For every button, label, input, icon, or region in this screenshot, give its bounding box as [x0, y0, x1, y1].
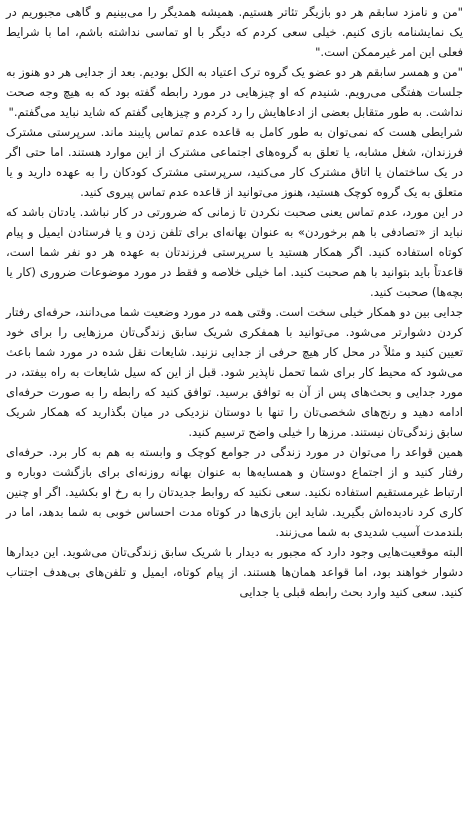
paragraph-coworker-breakup: جدایی بین دو همکار خیلی سخت است. وقتی همه در مورد وضعیت شما می‌دانند، حرفه‌ای رفتار کردن دشوارتر می‌شود. می‌توانید با همفکری شریک سابق زندگی‌تان مرزهایی را برای خود تعیین کنید و مثلاً در محل کار هیچ حرفی از جدایی نزنید. شایعات نقل شده در مورد شما باعث می‌شود که محیط کار برای شما تحمل ناپذیر شود. قبل از این که سیل شایعات به راه بیفتد، در مورد جدایی و بحث‌های پس از آن به توافق برسید. توافق کنید که رابطه را به صورت حرفه‌ای ادامه دهید و رنج‌های شخصی‌تان را تنها با دوستان نزدیکی در میان بگذارید که همکار شریک سابق زندگی‌تان نیستند. مرزها را خیلی واضح ترسیم کنید. [6, 305, 463, 439]
paragraph-necessary-contact: در این مورد، عدم تماس یعنی صحبت نکردن تا زمانی که ضرورتی در کار نباشد. یادتان باشد که نباید از «تصادفی با هم برخوردن» به عنوان بهانه‌ای برای تلفن زدن و یا فرستادن ایمیل و پیام کوتاه استفاده کنید. اگر همکار هستید یا سرپرستی فرزندتان به عهده هر دو نفر شما است، قاعدتاً باید بتوانید با هم صحبت کنید. اما خیلی خلاصه و فقط در مورد موضوعات ضروری (کار یا بچه‌ها) صحبت کنید. [6, 205, 463, 299]
quote-paragraph-theater: "من و نامزد سابقم هر دو بازیگر تئاتر هستیم. همیشه همدیگر را می‌بینیم و گاهی مجبوریم در یک نمایشنامه بازی کنیم. خیلی سعی کردم که دیگر با او تماسی نداشته باشم، اما با شرایط فعلی این امر غیرممکن است." [6, 5, 463, 59]
paragraph-small-communities: همین قواعد را می‌توان در مورد زندگی در جوامع کوچک و وابسته به هم به کار برد. حرفه‌ای رفتار کنید و از اجتماع دوستان و همسایه‌ها به عنوان بهانه روزنه‌ای برای بازگشت دوباره و ارتباط غیرمستقیم استفاده نکنید. سعی نکنید که روابط جدیدتان را به رخ او بکشید. اگر او چنین کاری کرد نادیده‌اش بگیرید. شاید این بازی‌ها در کوتاه مدت احساس خوبی به شما بدهد، اما در بلندمدت آسیب شدیدی به شما می‌زنند. [6, 445, 463, 539]
paragraph-unavoidable-meetings: البته موقعیت‌هایی وجود دارد که مجبور به دیدار با شریک سابق زندگی‌تان می‌شوید. این دیدارها دشوار خواهند بود، اما قواعد همان‌ها هستند. از پیام کوتاه، ایمیل و تلفن‌های بی‌هدف اجتناب کنید. سعی کنید وارد بحث رابطه قبلی یا جدایی [6, 545, 463, 599]
paragraph-no-contact-exceptions: شرایطی هست که نمی‌توان به طور کامل به قاعده عدم تماس پایبند ماند. سرپرستی مشترک فرزندان، شغل مشابه، یا تعلق به گروه‌های اجتماعی مشترک از این موارد هستند. اما حتی اگر در یک ساختمان یا اتاق مشترک کار می‌کنید، سرپرستی مشترک کودکان را به عهده دارید و یا متعلق به یک گروه کوچک هستید، هنوز می‌توانید از قاعده عدم تماس پیروی کنید. [6, 125, 463, 199]
quote-paragraph-support-group: "من و همسر سابقم هر دو عضو یک گروه ترک اعتیاد به الکل بودیم. بعد از جدایی هر دو هنوز به جلسات هفتگی می‌رویم. شنیدم که او چیزهایی در مورد رابطه گفته بود که به هیچ وجه صحت نداشت. به طور متقابل بعضی از ادعاهایش را رد کردم و چیزهایی گفتم که شاید نباید می‌گفتم." [6, 65, 463, 119]
